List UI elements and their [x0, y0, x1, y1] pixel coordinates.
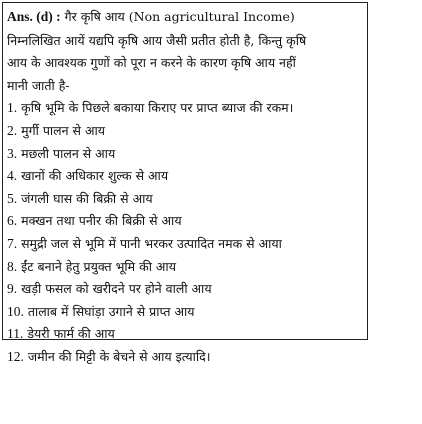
list-item [7, 165, 364, 188]
item-text: ईंट बनाने हेतु प्रयुक्त भूमि की आय [17, 258, 176, 274]
income-list [7, 97, 364, 368]
item-text: मछली पालन से आय [17, 145, 116, 161]
answer-box [2, 2, 368, 364]
item-number: 2. [7, 122, 18, 138]
item-text: मुर्गी पालन से आय [17, 122, 105, 138]
item-number: 7. [7, 235, 18, 251]
list-item [7, 210, 364, 233]
item-text: खानों की अधिकार शुल्क से आय [17, 168, 169, 184]
item-text: कृषि भूमि के पिछले बकाया किराए पर प्राप्त ब्याज की रकम। [17, 100, 294, 116]
item-number: 6. [7, 213, 18, 229]
intro-line-3: मानी जाती है- [7, 77, 70, 93]
item-text: मक्खन तथा पनीर की बिक्री से आय [17, 213, 182, 229]
list-item [7, 346, 364, 369]
list-item [7, 188, 364, 211]
item-number: 10. [7, 303, 24, 319]
item-number: 4. [7, 168, 18, 184]
list-item [7, 256, 364, 279]
item-text: समुद्री जल से भूमि में पानी भरकर उत्पादित नमक से आया [17, 235, 282, 251]
item-text: खड़ी फसल को खरीदने पर होने वाली आय [17, 281, 212, 297]
list-item [7, 120, 364, 143]
item-text: जमीन की मिट्टी के बेचने से आय इत्यादि। [23, 348, 211, 364]
intro-line-2: आय के आवश्यक गुणों को पूरा न करने के कारण कृषि आय नहीं [7, 55, 296, 71]
answer-label: Ans. (d) : [7, 9, 61, 24]
item-text: तालाब में सिघांड़ा उगाने से प्राप्त आय [23, 303, 195, 319]
list-item [7, 97, 364, 120]
item-number: 8. [7, 258, 18, 274]
heading-text: गैर कृषि आय (Non agricultural Income) [60, 9, 295, 24]
item-number: 3. [7, 145, 18, 161]
item-number: 11. [7, 326, 24, 342]
list-item [7, 301, 364, 324]
item-number: 12. [7, 348, 24, 364]
list-item [7, 323, 364, 346]
item-text: डेयरी फार्म की आय [23, 326, 115, 342]
list-item [7, 278, 364, 301]
intro-line-1: निम्नलिखित आयें यद्यपि कृषि आय जैसी प्रतीत होती है, किन्तु कृषि [7, 32, 307, 48]
item-number: 5. [7, 190, 18, 206]
list-item [7, 143, 364, 166]
item-number: 1. [7, 100, 18, 116]
list-item [7, 233, 364, 256]
item-text: जंगली घास की बिक्री से आय [17, 190, 153, 206]
item-number: 9. [7, 281, 18, 297]
answer-heading [7, 6, 364, 30]
